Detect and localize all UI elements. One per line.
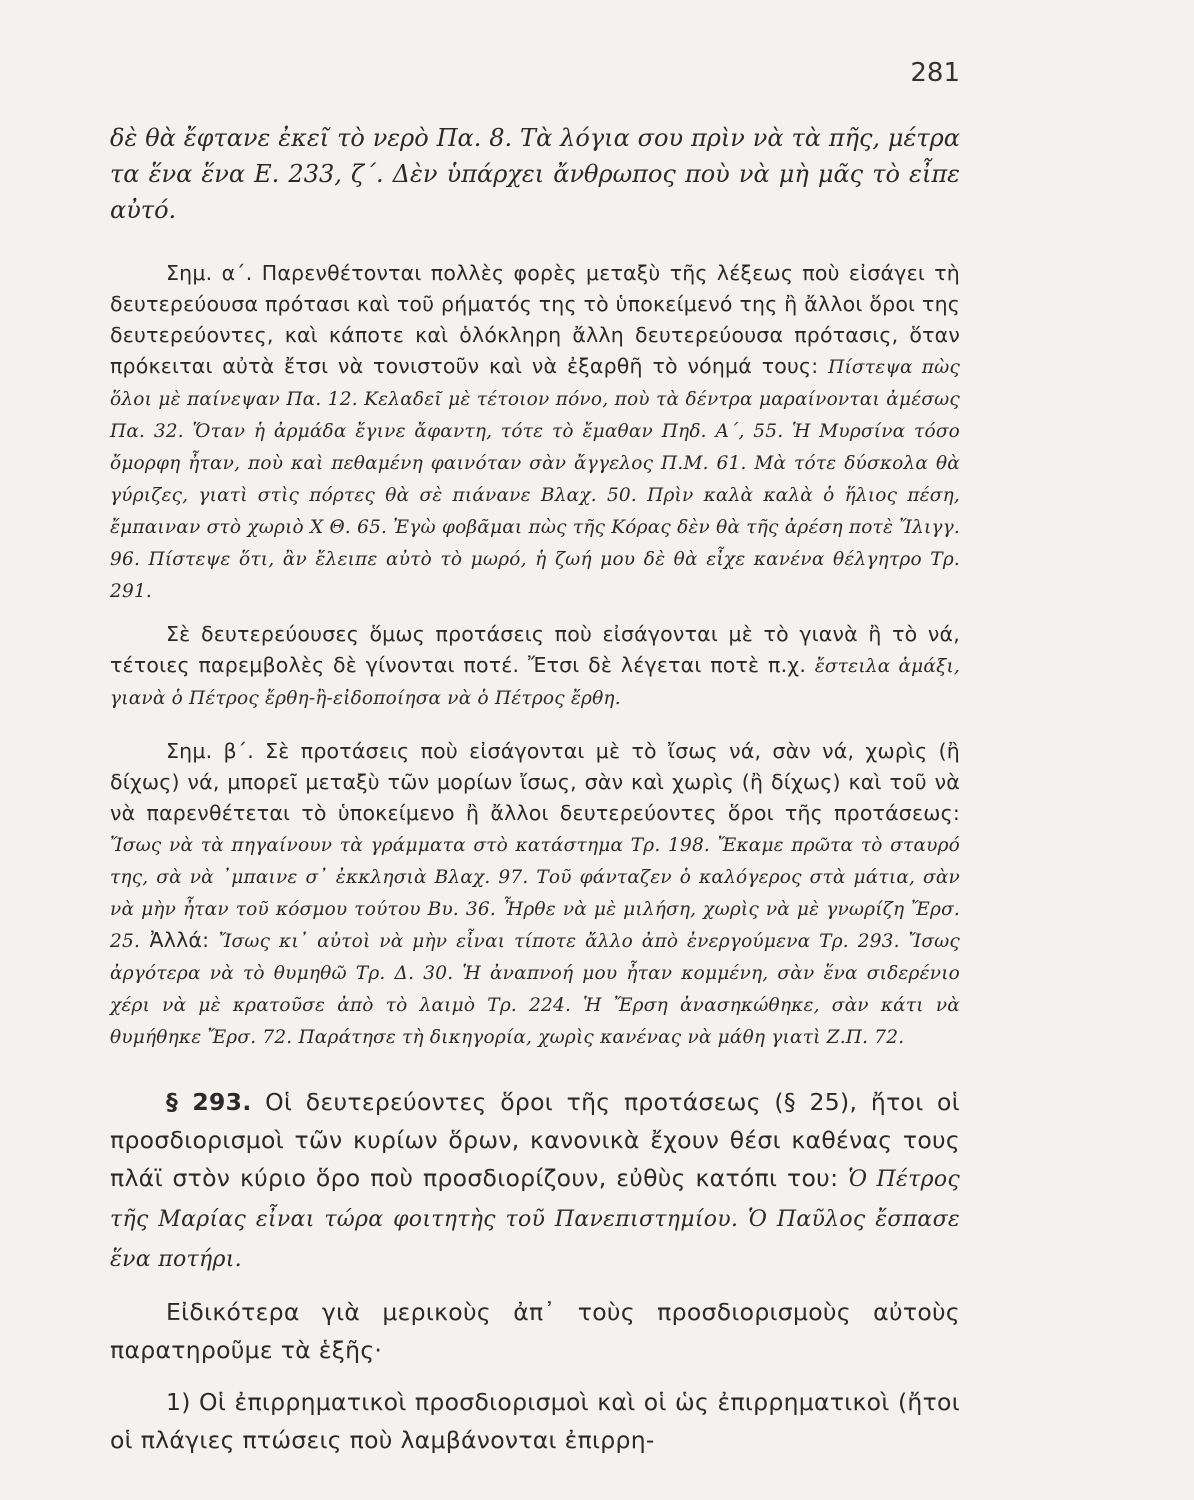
note-a2-text: Σὲ δευτερεύουσες ὅμως προτάσεις ποὺ εἰσάγονται μὲ τὸ γιανὰ ἢ τὸ νά, τέτοιες παρεμβολὲς δὲ γίνονται ποτέ. Ἔτσι δὲ λέγεται ποτὲ π.χ. — [110, 622, 960, 677]
specific-paragraph: Εἰδικότερα γιὰ μερικοὺς ἀπ᾽ τοὺς προσδιορισμοὺς αὐτοὺς παρατηροῦμε τὰ ἑξῆς· — [110, 1298, 960, 1364]
point-one-paragraph: 1) Οἱ ἐπιρρηματικοὶ προσδιορισμοὶ καὶ οἱ ὡς ἐπιρρηματικοὶ (ἤτοι οἱ πλάγιες πτώσεις ποὺ λαμβάνονται ἐπιρρη- — [110, 1388, 960, 1454]
note-b-examples: Ἴσως νὰ τὰ πηγαίνουν τὰ γράμματα στὸ κατάστημα Τρ. 198. Ἔκαμε πρῶτα τὸ σταυρό της, σὰ νὰ ᾽μπαινε σ᾽ ἐκκλησιὰ Βλαχ. 97. Τοῦ φάνταζεν ὁ καλόγερος στὰ μάτια, σὰν νὰ μὴν ἦταν τοῦ κόσμου τούτου Βυ. 36. Ἦρθε νὰ μὲ μιλήση, χωρὶς νὰ μὲ γνωρίζη Ἔρσ. 25. — [110, 835, 960, 952]
note-b-paragraph — [110, 736, 960, 1053]
page-content — [110, 120, 960, 1459]
intro-paragraph: δὲ θὰ ἔφτανε ἐκεῖ τὸ νερὸ Πα. 8. Τὰ λόγια σου πρὶν νὰ τὰ πῆς, μέτρα τα ἕνα ἕνα Ε. 233, ζ΄. Δὲν ὑπάρχει ἄνθρωπος ποὺ νὰ μὴ μᾶς τὸ εἶπε αὐτό. — [110, 124, 960, 224]
note-b-examples2: Ἴσως κι᾽ αὐτοὶ νὰ μὴν εἶναι τίποτε ἄλλο ἀπὸ ἐνεργούμενα Τρ. 293. Ἴσως ἀργότερα νὰ τὸ θυμηθῶ Τρ. Δ. 30. Ἡ ἀναπνοή μου ἦταν κομμένη, σὰν ἕνα σιδερένιο χέρι νὰ μὲ κρατοῦσε ἀπὸ τὸ λαιμὸ Τρ. 224. Ἡ Ἔρση ἀνασηκώθηκε, σὰν κάτι νὰ θυμήθηκε Ἔρσ. 72. Παράτησε τὴ δικηγορία, χωρὶς κανένας νὰ μάθη γιατὶ Ζ.Π. 72. — [110, 931, 960, 1048]
page-number: 281 — [910, 58, 960, 88]
section-293-paragraph — [110, 1083, 960, 1279]
note-b-lead: Σημ. β΄. Σὲ προτάσεις ποὺ εἰσάγονται μὲ τὸ ἴσως νά, σὰν νά, χωρὶς (ἢ δίχως) νά, μπορεῖ μεταξὺ τῶν μορίων ἴσως, σὰν καὶ χωρὶς (ἢ δίχως) καὶ τοῦ νὰ νὰ παρενθέτεται τὸ ὑποκείμενο ἢ ἄλλοι δευτερεύοντες ὅροι τῆς προτάσεως: — [110, 739, 960, 825]
note-b-mid: Ἀλλά: — [149, 928, 210, 952]
section-number: § 293. — [166, 1088, 252, 1116]
section-example: Ὁ Πέτρος τῆς Μαρίας εἶναι τώρα φοιτητὴς τοῦ Πανεπιστημίου. Ὁ Παῦλος ἔσπασε ἕνα ποτήρι. — [110, 1167, 961, 1272]
note-a-examples: Πίστεψα πὼς ὅλοι μὲ παίνεψαν Πα. 12. Κελαδεῖ μὲ τέτοιον πόνο, ποὺ τὰ δέντρα μαραίνονται ἀμέσως Πα. 32. Ὅταν ἡ ἀρμάδα ἔγινε ἄφαντη, τότε τὸ ἔμαθαν Πηδ. Α΄, 55. Ἡ Μυρσίνα τόσο ὄμορφη ἦταν, ποὺ καὶ πεθαμένη φαινόταν σὰν ἄγγελος Π.Μ. 61. Μὰ τότε δύσκολα θὰ γύριζες, γιατὶ στὶς πόρτες θὰ σὲ πιάνανε Βλαχ. 50. Πρὶν καλὰ καλὰ ὁ ἥλιος πέση, ἔμπαιναν στὸ χωριὸ Χ Θ. 65. Ἐγὼ φοβᾶμαι πὼς τῆς Κόρας δὲν θὰ τῆς ἀρέση ποτὲ Ἴλιγγ. 96. Πίστεψε ὅτι, ἂν ἔλειπε αὐτὸ τὸ μωρό, ἡ ζωή μου δὲ θὰ εἶχε κανένα θέλγητρο Τρ. 291. — [110, 357, 961, 602]
note-a-paragraph — [110, 258, 960, 607]
note-a2-example: ἔστειλα ἁμάξι, γιανὰ ὁ Πέτρος ἔρθη-ἢ-εἰδοποίησα νὰ ὁ Πέτρος ἔρθη. — [110, 656, 960, 709]
note-a2-paragraph — [110, 619, 960, 714]
note-a-lead: Σημ. α΄. Παρενθέτονται πολλὲς φορὲς μεταξὺ τῆς λέξεως ποὺ εἰσάγει τὴ δευτερεύουσα πρότασι καὶ τοῦ ρήματός της τὸ ὑποκείμενό της ἢ ἄλλοι ὅροι της δευτερεύοντες, καὶ κάποτε καὶ ὁλόκληρη ἄλλη δευτερεύουσα πρότασις, ὅταν πρόκειται αὐτὰ ἔτσι νὰ τονιστοῦν καὶ νὰ ἐξαρθῆ τὸ νόημά τους: — [110, 261, 960, 378]
section-text: Οἱ δευτερεύοντες ὅροι τῆς προτάσεως (§ 25), ἤτοι οἱ προσδιορισμοὶ τῶν κυρίων ὅρων, κανονικὰ ἔχουν θέσι καθένας τους πλάϊ στὸν κύριο ὅρο ποὺ προσδιορίζουν, εὐθὺς κατόπι του: — [110, 1088, 960, 1192]
